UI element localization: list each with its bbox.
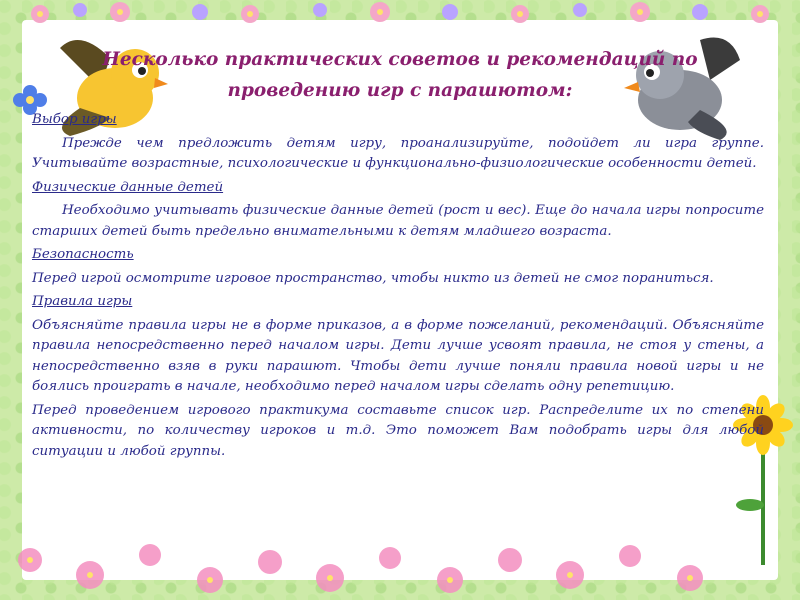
heading-game-choice: Выбор игры xyxy=(32,112,117,127)
bottom-flower-border xyxy=(0,520,800,600)
paragraph-physical-data: Необходимо учитывать физические данные детей (рост и вес). Еще до начала игры попросите старших детей быть предельно внимательными к детям младшего возраста. xyxy=(32,203,764,239)
top-flower-border xyxy=(0,0,800,30)
heading-game-rules: Правила игры xyxy=(32,294,133,309)
paragraph-game-rules: Объясняйте правила игры не в форме приказов, а в форме пожеланий, рекомендаций. Объясняйте правила непосредственно перед началом игры. Дети лучше усвоят правила, не стоя у стены, а непосредственно взяв в руки парашют. Чтобы дети лучше поняли правила новой игры и не боялись проиграть в начале, необходимо перед началом игры сделать одну репетицию. xyxy=(32,317,764,394)
paragraph-game-choice: Прежде чем предложить детям игру, проанализируйте, подойдет ли игра группе. Учитывайте возрастные, психологические и функционально-физиологические особенности детей. xyxy=(32,135,764,171)
slide-title: Несколько практических советов и рекомендаций по проведению игр с парашютом: xyxy=(102,49,698,101)
heading-physical-data: Физические данные детей xyxy=(32,179,224,195)
heading-safety: Безопасность xyxy=(32,247,134,262)
paragraph-safety: Перед игрой осмотрите игровое пространство, чтобы никто из детей не смог пораниться. xyxy=(32,270,714,286)
slide-content xyxy=(32,110,764,465)
paragraph-game-list: Перед проведением игрового практикума составьте список игр. Распределите их по степени активности, по количеству игроков и т.д. Это поможет Вам подобрать игры для любой ситуации и любой группы. xyxy=(32,402,764,459)
